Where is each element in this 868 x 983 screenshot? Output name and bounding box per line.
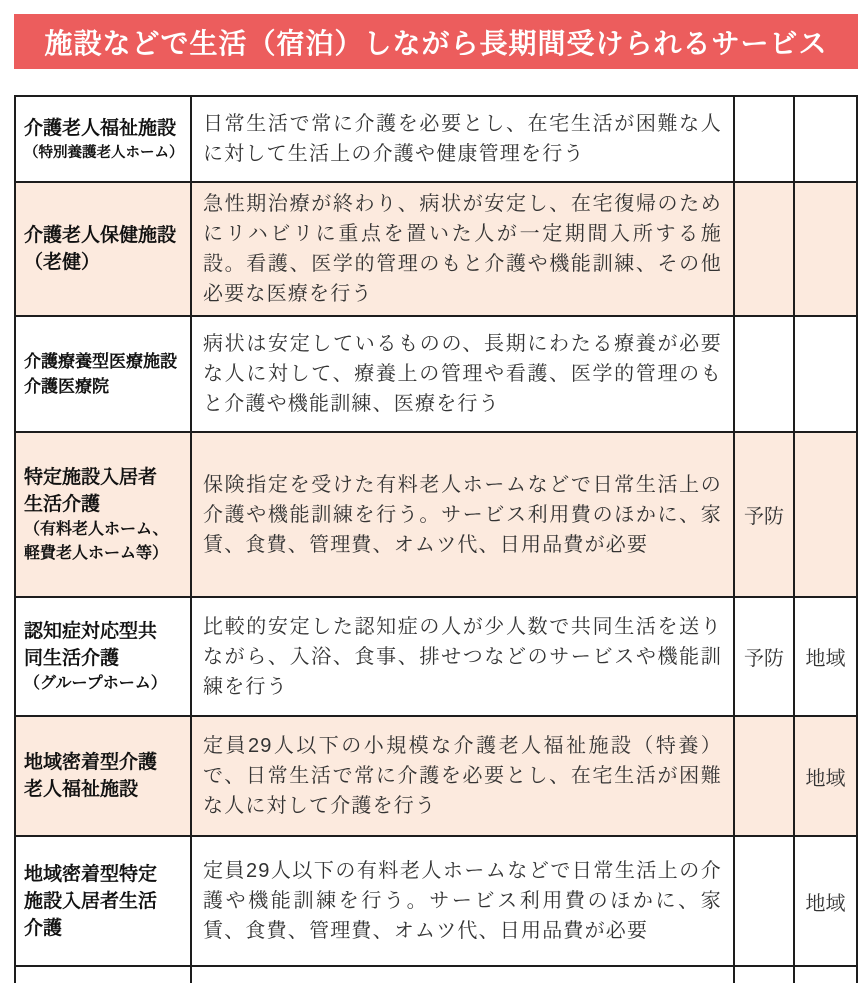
service-name-line: （グループホーム） — [24, 674, 167, 692]
community-cell: 地域 — [794, 716, 857, 836]
service-name-line: 特定施設入居者 — [24, 466, 158, 488]
community-cell — [794, 966, 857, 983]
services-table — [14, 95, 858, 983]
prevention-cell — [734, 182, 794, 316]
community-cell — [794, 316, 857, 432]
service-name-line: 老人福祉施設 — [24, 779, 139, 800]
section-title-banner — [14, 14, 858, 69]
table-row — [15, 96, 857, 182]
service-name-line: 介護療養型医療施設 — [24, 352, 177, 371]
service-name-cell — [15, 96, 191, 182]
service-name-line: 介護 — [24, 917, 63, 939]
service-name-line: （有料老人ホーム、 — [24, 520, 169, 538]
prevention-cell: 予防 — [734, 597, 794, 716]
service-name-line: 軽費老人ホーム等） — [24, 544, 169, 562]
table-row — [15, 836, 857, 966]
prevention-cell — [734, 716, 794, 836]
service-description-cell: 定員29人以下の小規模な介護老人福祉施設（特養）で、日常生活で常に介護を必要とし、在宅生活が困難な人に対して介護を行う — [191, 716, 734, 836]
service-description-cell: 比較的安定した認知症の人が少人数で共同生活を送りながら、入浴、食事、排せつなどのサービスや機能訓練を行う — [191, 597, 734, 716]
service-name-cell — [15, 182, 191, 316]
section-title: 施設などで生活（宿泊）しながら長期間受けられるサービス — [44, 27, 828, 59]
prevention-cell: 予防 — [734, 432, 794, 597]
service-name-cell — [15, 966, 191, 983]
service-name-cell — [15, 836, 191, 966]
table-row — [15, 316, 857, 432]
service-description-cell — [191, 966, 734, 983]
table-row — [15, 716, 857, 836]
service-name-cell — [15, 316, 191, 432]
service-name-line: 認知症対応型共 — [24, 620, 158, 642]
community-cell: 地域 — [794, 597, 857, 716]
service-name-line: 同生活介護 — [24, 647, 120, 669]
service-name-line: 介護老人保健施設 — [24, 225, 177, 246]
service-name-cell — [15, 716, 191, 836]
service-description-cell: 病状は安定しているものの、長期にわたる療養が必要な人に対して、療養上の管理や看護、医学的管理のもと介護や機能訓練、医療を行う — [191, 316, 734, 432]
community-cell: 地域 — [794, 836, 857, 966]
service-name-cell — [15, 432, 191, 597]
table-row — [15, 432, 857, 597]
prevention-cell — [734, 316, 794, 432]
prevention-cell — [734, 836, 794, 966]
service-description-cell: 保険指定を受けた有料老人ホームなどで日常生活上の介護や機能訓練を行う。サービス利用費のほかに、家賃、食費、管理費、オムツ代、日用品費が必要 — [191, 432, 734, 597]
service-name-line: （特別養護老人ホーム） — [24, 144, 184, 161]
community-cell — [794, 182, 857, 316]
prevention-cell — [734, 96, 794, 182]
service-name-cell — [15, 597, 191, 716]
service-name-line: 地域密着型介護 — [24, 752, 158, 773]
service-name-line: 地域密着型特定 — [24, 863, 158, 885]
service-description-cell: 日常生活で常に介護を必要とし、在宅生活が困難な人に対して生活上の介護や健康管理を行う — [191, 96, 734, 182]
service-description-cell: 急性期治療が終わり、病状が安定し、在宅復帰のためにリハビリに重点を置いた人が一定期間入所する施設。看護、医学的管理のもと介護や機能訓練、その他必要な医療を行う — [191, 182, 734, 316]
prevention-cell — [734, 966, 794, 983]
service-name-line: 介護老人福祉施設 — [24, 117, 177, 139]
table-row-partial — [15, 966, 857, 983]
table-row — [15, 182, 857, 316]
service-name-line: 生活介護 — [24, 493, 101, 515]
service-name-line: 施設入居者生活 — [24, 890, 158, 912]
service-name-line: 介護医療院 — [24, 377, 109, 396]
community-cell — [794, 96, 857, 182]
service-description-cell: 定員29人以下の有料老人ホームなどで日常生活上の介護や機能訓練を行う。サービス利用費のほかに、家賃、食費、管理費、オムツ代、日用品費が必要 — [191, 836, 734, 966]
table-row — [15, 597, 857, 716]
service-name-line: （老健） — [24, 252, 101, 273]
community-cell — [794, 432, 857, 597]
